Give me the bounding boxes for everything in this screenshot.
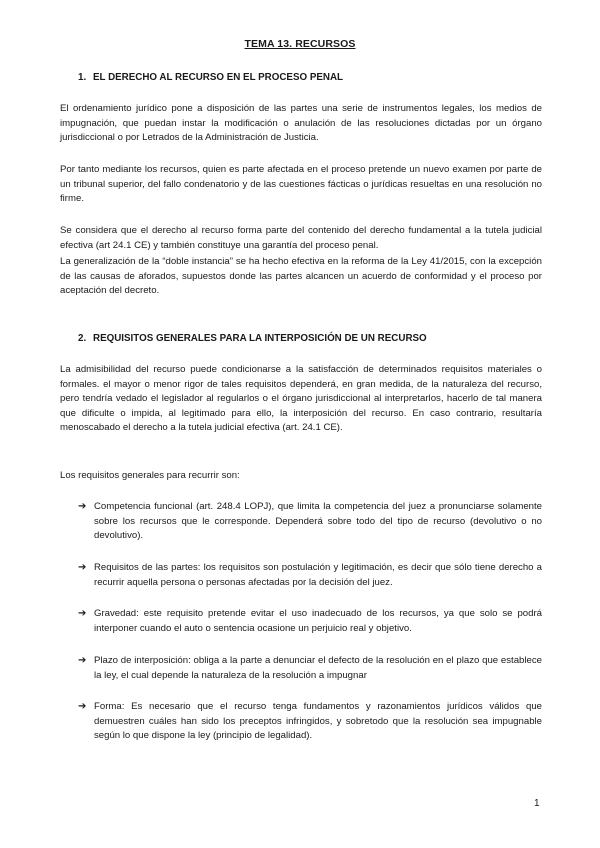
arrow-icon: ➔ xyxy=(78,608,87,619)
bullet-text: Requisitos de las partes: los requisitos son postulación y legitimación, es decir que sólo tiene derecho a recurrir aquella persona o personas afectadas por la decisión del juez. xyxy=(94,562,542,588)
section-1-number: 1. xyxy=(78,72,87,83)
page-number: 1 xyxy=(534,798,540,809)
section-1-paragraph-2: Por tanto mediante los recursos, quien es parte afectada en el proceso pretende un nuevo examen por parte de un tribunal superior, del fallo condenatorio y de las cuestiones fácticas o jurídicas resueltas en una resolución no firme. xyxy=(60,164,542,205)
section-1-title: EL DERECHO AL RECURSO EN EL PROCESO PENAL xyxy=(93,72,344,83)
section-2-title: REQUISITOS GENERALES PARA LA INTERPOSICIÓN DE UN RECURSO xyxy=(93,333,427,344)
bullet-text: Plazo de interposición: obliga a la parte a denunciar el defecto de la resolución en el plazo que establece la ley, el cual depende la naturaleza de la resolución a impugnar xyxy=(94,655,542,681)
arrow-icon: ➔ xyxy=(78,501,87,512)
section-2-paragraph-2: Los requisitos generales para recurrir son: xyxy=(60,470,240,481)
section-1-paragraph-4: La generalización de la “doble instancia” se ha hecho efectiva en la reforma de la Ley 41/2015, con la excepción de las causas de aforados, supuestos donde las partes alcancen un acuerdo de conformidad y el proceso por aceptación del decreto. xyxy=(60,256,542,297)
arrow-icon: ➔ xyxy=(78,562,87,573)
section-2-paragraph-1: La admisibilidad del recurso puede condicionarse a la satisfacción de determinados requisitos materiales o formales. el mayor o menor rigor de tales requisitos dependerá, en gran medida, de la naturaleza del recurso, pero tendría vedado el legislador al regularlos o el órgano jurisdiccional al interpretarlos, hacerlo de tal manera que dificulte o impida, al legitimado para ello, la interposición del recurso. En caso contrario, resultaría menoscabado el derecho a la tutela judicial efectiva (art. 24.1 CE). xyxy=(60,364,542,434)
section-2-number: 2. xyxy=(78,333,87,344)
bullet-text: Competencia funcional (art. 248.4 LOPJ), que limita la competencia del juez a pronunciarse solamente sobre los recursos que le corresponde. Dependerá sobre todo del tipo de recurso (devolutivo o no devolutivo). xyxy=(94,501,542,542)
bullet-text: Forma: Es necesario que el recurso tenga fundamentos y razonamientos jurídicos válidos que demuestren cuáles han sido los preceptos infringidos, y sobretodo que la resolución sea impugnable según lo que dispone la ley (principio de legalidad). xyxy=(94,701,542,742)
section-1-paragraph-3: Se considera que el derecho al recurso forma parte del contenido del derecho fundamental a la tutela judicial efectiva (art 24.1 CE) y también constituye una garantía del proceso penal. xyxy=(60,225,542,251)
bullet-text: Gravedad: este requisito pretende evitar el uso inadecuado de los recursos, ya que solo se podrá interponer cuando el auto o sentencia ocasione un perjuicio real y objetivo. xyxy=(94,608,542,634)
section-1-paragraph-1: El ordenamiento jurídico pone a disposición de las partes una serie de instrumentos legales, los medios de impugnación, que puedan instar la modificación o anulación de las resoluciones dictadas por un órgano jurisdiccional o por Letrados de la Administración de Justicia. xyxy=(60,103,542,144)
arrow-icon: ➔ xyxy=(78,701,87,712)
page-title: TEMA 13. RECURSOS xyxy=(244,38,356,50)
arrow-icon: ➔ xyxy=(78,655,87,666)
